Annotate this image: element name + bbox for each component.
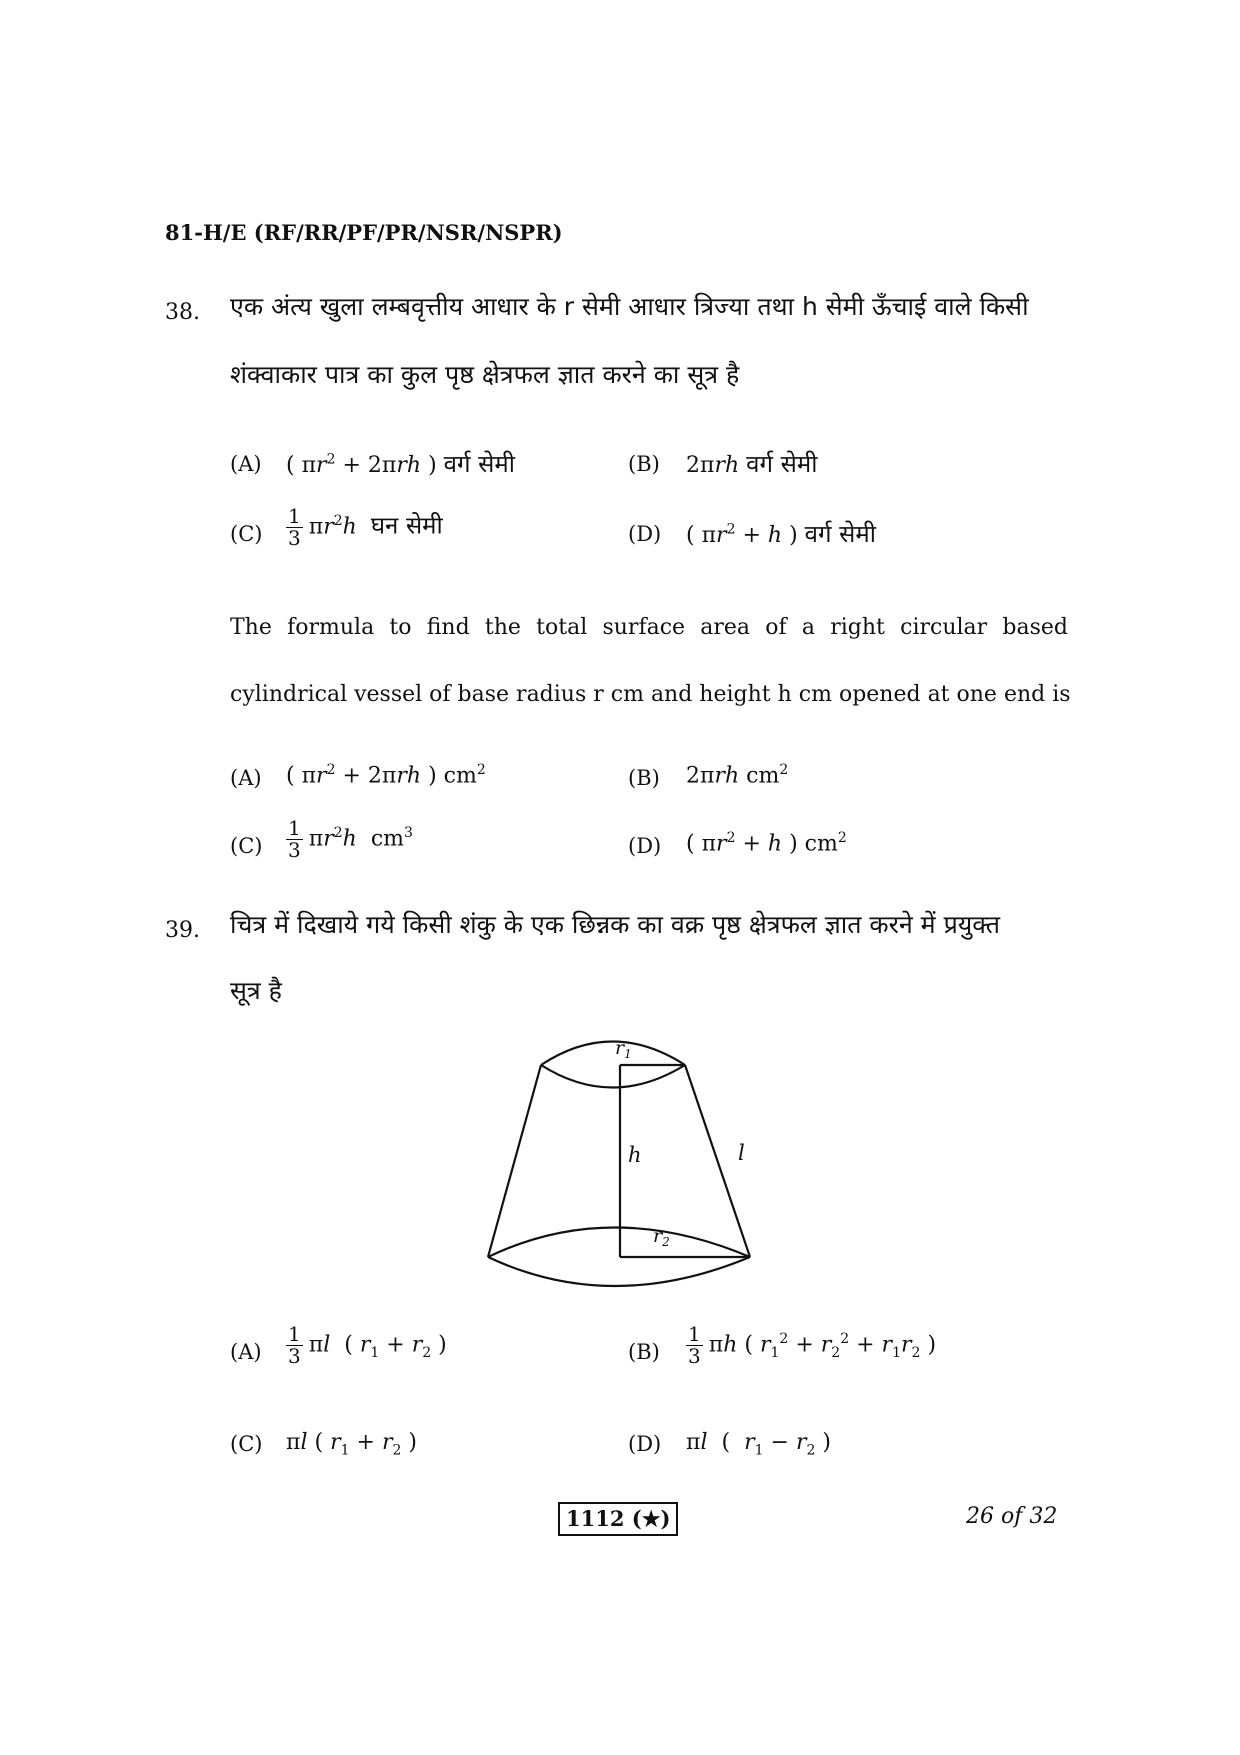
q39-option-c-label: (C) xyxy=(230,1432,263,1456)
q39-option-a-formula: $\frac{1}{3}$ πl ( $r_1 + r_2$ ) xyxy=(288,1322,447,1368)
question-39-hindi-line2: सूत्र है xyxy=(230,976,282,1005)
q38-english-option-c-formula: $\frac{1}{3}$ $\pi r^2h$ $cm^3$ xyxy=(288,816,413,862)
q38-hindi-option-d-formula: ( $\pi r^2 + h$ ) वर्ग सेमी xyxy=(686,520,876,548)
q38-hindi-option-c-unit: घन सेमी xyxy=(370,511,443,540)
q38-hindi-option-a-formula: ( $\pi r^2 + 2\pi rh$ ) वर्ग सेमी xyxy=(286,450,515,478)
q38-english-option-a-unit: cm xyxy=(443,763,477,789)
q38-hindi-option-b-formula: 2πrh वर्ग सेमी xyxy=(686,450,818,478)
question-38-hindi-line1: एक अंत्य खुला लम्बवृत्तीय आधार के r सेमी आधार त्रिज्या तथा h सेमी ऊँचाई वाले किसी xyxy=(230,292,1029,321)
frustum-top-ellipse-upper xyxy=(541,1042,685,1066)
question-38-number: 38. xyxy=(165,300,200,325)
question-38-english-line2: cylindrical vessel of base radius r cm and height h cm opened at one end is xyxy=(230,682,1071,707)
page-number: 26 of 32 xyxy=(966,1504,1058,1529)
q38-english-option-a-label: (A) xyxy=(230,766,262,790)
q38-english-option-a-formula: ( $\pi r^2 + 2\pi rh$ ) $cm^2$ xyxy=(286,762,486,789)
q39-option-b-label: (B) xyxy=(628,1340,660,1364)
q38-english-option-b-unit: cm xyxy=(746,763,780,789)
q39-option-b-formula: $\frac{1}{3}$ πh ( $r_1^2 + r_2^2 + r_1r_2$ ) xyxy=(688,1322,937,1368)
q39-option-d-label: (D) xyxy=(628,1432,662,1456)
label-l: l xyxy=(738,1141,745,1165)
q38-english-option-d-unit: cm xyxy=(804,831,838,857)
q39-option-c-formula: πl ( $r_1 + r_2$ ) xyxy=(286,1430,417,1459)
q38-hindi-option-d-unit: वर्ग सेमी xyxy=(804,520,876,548)
frustum-left-slant xyxy=(488,1065,541,1257)
q38-hindi-option-c-label: (C) xyxy=(230,522,263,546)
q39-option-d-formula: πl ( $r_1 - r_2$ ) xyxy=(686,1430,831,1459)
question-39-hindi-line1: चित्र में दिखाये गये किसी शंकु के एक छिन्नक का वक्र पृष्ठ क्षेत्रफल ज्ञात करने में प्रयुक्त xyxy=(230,910,1000,939)
q38-hindi-option-a-unit: वर्ग सेमी xyxy=(443,450,515,478)
question-38-hindi-line2: शंक्वाकार पात्र का कुल पृष्ठ क्षेत्रफल ज्ञात करने का सूत्र है xyxy=(230,360,740,389)
q38-english-option-d-formula: ( $\pi r^2 + h$ ) $cm^2$ xyxy=(686,830,847,857)
q38-hindi-option-b-unit: वर्ग सेमी xyxy=(746,450,818,478)
frustum-figure xyxy=(480,1030,770,1305)
q38-english-option-b-label: (B) xyxy=(628,766,660,790)
q38-english-option-d-label: (D) xyxy=(628,834,662,858)
q38-english-option-c-label: (C) xyxy=(230,834,263,858)
booklet-code-box: 1112 (★) xyxy=(558,1502,678,1536)
q38-hindi-option-b-label: (B) xyxy=(628,452,660,476)
label-h: h xyxy=(628,1143,642,1167)
frustum-top-ellipse-lower xyxy=(541,1065,685,1088)
question-39-number: 39. xyxy=(165,918,200,943)
question-38-english-line1: The formula to find the total surface area of a right circular based xyxy=(230,615,1068,640)
q38-hindi-option-c-formula: $\frac{1}{3}$ $\pi r^2h$ घन सेमी xyxy=(288,504,443,550)
frustum-bottom-ellipse-lower xyxy=(488,1257,750,1286)
q38-hindi-option-a-label: (A) xyxy=(230,452,262,476)
q38-hindi-option-d-label: (D) xyxy=(628,522,662,546)
q39-option-a-label: (A) xyxy=(230,1340,262,1364)
paper-code: 81-H/E (RF/RR/PF/PR/NSR/NSPR) xyxy=(165,220,563,245)
q38-english-option-c-unit: cm xyxy=(370,826,405,852)
label-r1: $r_1$ xyxy=(615,1037,632,1061)
q38-english-option-b-formula: 2πrh $cm^2$ xyxy=(686,762,789,789)
label-r2: $r_2$ xyxy=(653,1225,670,1249)
